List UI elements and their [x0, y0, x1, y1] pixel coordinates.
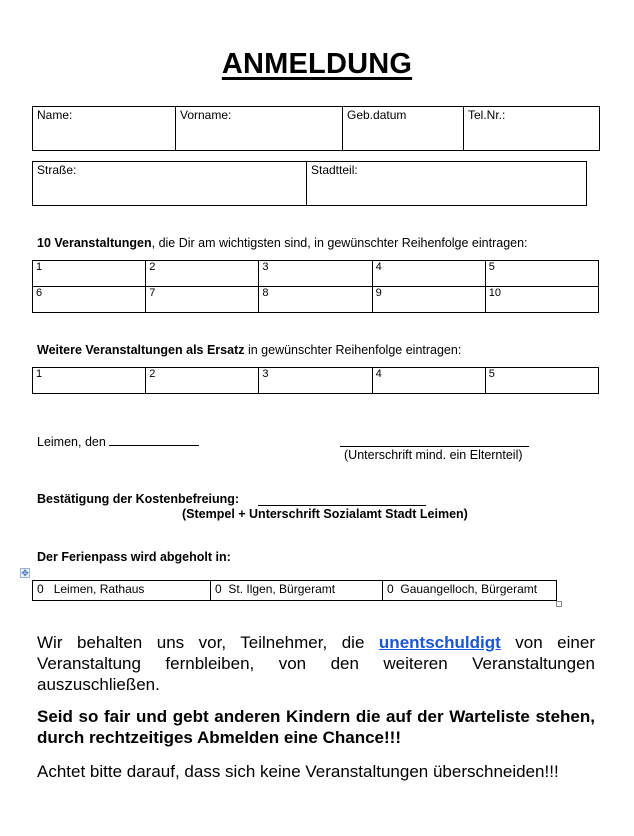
pickup-table [32, 580, 557, 601]
vorname-label: Vorname: [180, 108, 232, 122]
replacement-cell-2[interactable]: 2 [146, 368, 259, 394]
event-cell-9[interactable]: 9 [372, 287, 485, 313]
vorname-field[interactable] [176, 107, 343, 151]
replacement-cell-4[interactable]: 4 [372, 368, 485, 394]
events-grid [32, 260, 599, 313]
address-table [32, 161, 587, 206]
notice-paragraph-2: Seid so fair und gebt anderen Kindern die auf der Warteliste stehen, durch rechtzeitiges Abmelden eine Chance!!! [37, 707, 595, 747]
parent-signature-line[interactable] [340, 446, 529, 447]
replacement-instruction-bold: Weitere Veranstaltungen als Ersatz [37, 343, 245, 357]
cost-exemption-signature-line[interactable] [258, 505, 426, 506]
name-label: Name: [37, 108, 73, 122]
date-blank[interactable] [109, 433, 199, 446]
notice-paragraph-3: Achtet bitte darauf, dass sich keine Veranstaltungen überschneiden!!! [37, 762, 559, 781]
event-cell-3[interactable]: 3 [259, 261, 372, 287]
name-field[interactable] [33, 107, 176, 151]
personal-data-table [32, 106, 600, 151]
event-cell-2[interactable]: 2 [146, 261, 259, 287]
district-field[interactable] [307, 162, 587, 206]
cost-exemption-line [37, 492, 239, 506]
place-date-line [37, 433, 199, 449]
phone-field[interactable] [464, 107, 600, 151]
events-instruction-bold: 10 Veranstaltungen [37, 236, 152, 250]
pickup-option-label: Gauangelloch, Bürgeramt [400, 582, 538, 596]
pickup-option-gauangelloch[interactable] [383, 581, 557, 601]
replacement-cell-3[interactable]: 3 [259, 368, 372, 394]
birthdate-label: Geb.datum [347, 108, 407, 122]
page-title: ANMELDUNG [221, 48, 413, 80]
events-instruction [37, 236, 528, 250]
resize-handle-icon[interactable] [556, 601, 562, 607]
district-label: Stadtteil: [311, 163, 358, 177]
pickup-mark: 0 [387, 582, 394, 596]
event-cell-5[interactable]: 5 [485, 261, 598, 287]
event-cell-10[interactable]: 10 [485, 287, 598, 313]
pickup-option-label: Leimen, Rathaus [53, 582, 145, 596]
parent-signature-caption: (Unterschrift mind. ein Elternteil) [344, 448, 523, 462]
pickup-mark: 0 [37, 582, 44, 596]
notice-1-start: Wir behalten uns vor, Teilnehmer, die [37, 633, 379, 652]
pickup-option-label: St. Ilgen, Bürgeramt [228, 582, 336, 596]
replacement-instruction-rest: in gewünschter Reihenfolge eintragen: [244, 343, 462, 357]
cost-exemption-caption: (Stempel + Unterschrift Sozialamt Stadt Leimen) [182, 507, 468, 521]
events-instruction-rest: , die Dir am wichtigsten sind, in gewünschter Reihenfolge eintragen: [151, 236, 528, 250]
event-cell-8[interactable]: 8 [259, 287, 372, 313]
event-cell-6[interactable]: 6 [33, 287, 146, 313]
event-cell-1[interactable]: 1 [33, 261, 146, 287]
replacement-cell-1[interactable]: 1 [33, 368, 146, 394]
notice-1-end: von einer Veranstaltung fernbleiben, von den weiteren Veranstaltungen auszuschließen. [37, 633, 595, 694]
cost-exemption-label: Bestätigung der Kostenbefreiung: [37, 492, 240, 506]
birthdate-field[interactable] [343, 107, 464, 151]
place-date-label: Leimen, den [37, 435, 106, 449]
unentschuldigt-link[interactable]: unentschuldigt [378, 633, 501, 652]
street-label: Straße: [37, 163, 77, 177]
pickup-option-st-ilgen[interactable] [211, 581, 383, 601]
pickup-label: Der Ferienpass wird abgeholt in: [37, 550, 231, 564]
phone-label: Tel.Nr.: [468, 108, 506, 122]
replacement-instruction [37, 343, 461, 357]
street-field[interactable] [33, 162, 307, 206]
event-cell-7[interactable]: 7 [146, 287, 259, 313]
move-handle-icon[interactable]: ✥ [21, 568, 29, 578]
replacement-cell-5[interactable]: 5 [485, 368, 598, 394]
notice-paragraph-1 [37, 632, 595, 695]
event-cell-4[interactable]: 4 [372, 261, 485, 287]
replacement-grid [32, 367, 599, 394]
pickup-mark: 0 [215, 582, 222, 596]
pickup-option-leimen[interactable] [33, 581, 211, 601]
